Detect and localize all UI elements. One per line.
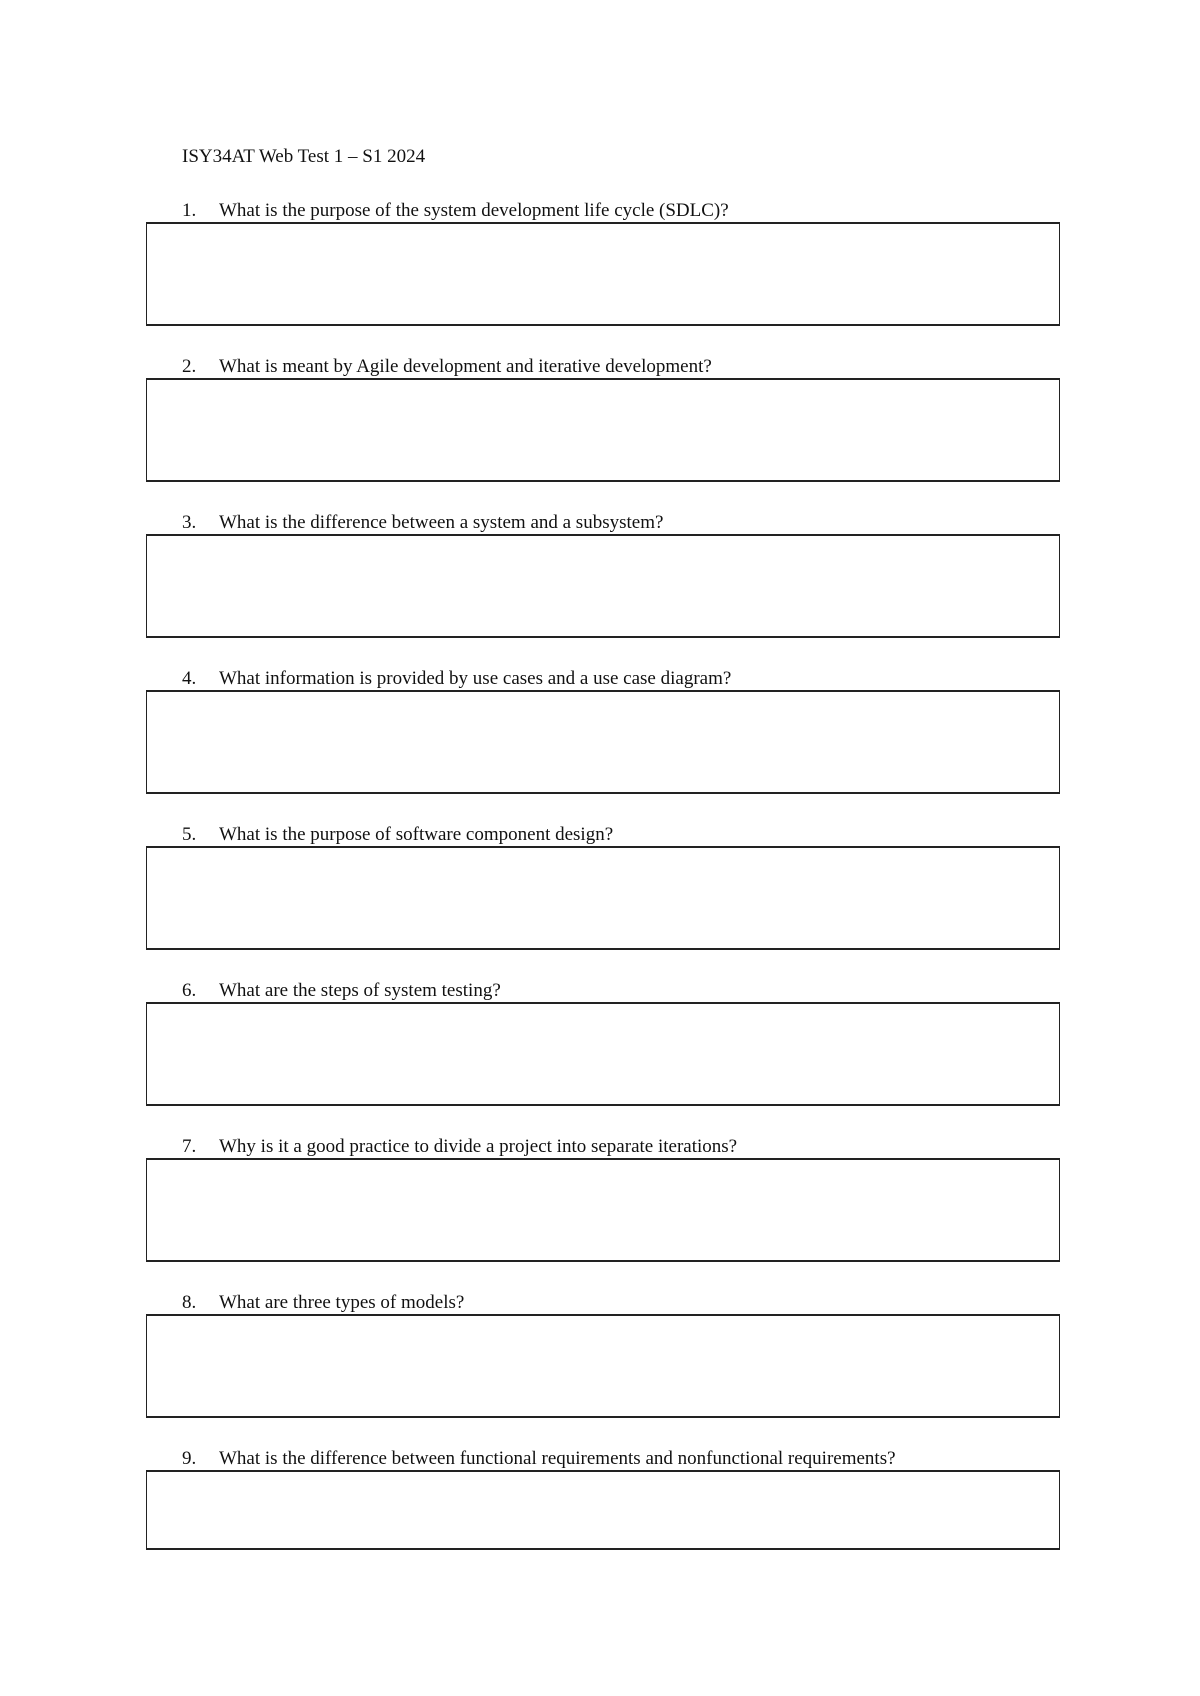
question-8 bbox=[0, 1291, 1200, 1425]
question-text: What are three types of models? bbox=[219, 1292, 465, 1313]
answer-box-4[interactable] bbox=[146, 690, 1060, 794]
question-text: What is the purpose of the system development life cycle (SDLC)? bbox=[219, 200, 729, 221]
question-1 bbox=[0, 199, 1200, 333]
question-text: What are the steps of system testing? bbox=[219, 980, 501, 1001]
question-text: What is meant by Agile development and iterative development? bbox=[219, 356, 712, 377]
answer-box-7[interactable] bbox=[146, 1158, 1060, 1262]
question-2 bbox=[0, 355, 1200, 489]
question-number: 8. bbox=[182, 1292, 197, 1313]
question-text: What is the difference between functional requirements and nonfunctional requirements? bbox=[219, 1448, 896, 1469]
question-number: 3. bbox=[182, 512, 197, 533]
page-title: ISY34AT Web Test 1 – S1 2024 bbox=[182, 146, 426, 167]
question-4 bbox=[0, 667, 1200, 801]
question-label bbox=[182, 667, 731, 691]
answer-box-2[interactable] bbox=[146, 378, 1060, 482]
question-label bbox=[182, 979, 501, 1003]
answer-box-1[interactable] bbox=[146, 222, 1060, 326]
question-text: What is the purpose of software component design? bbox=[219, 824, 614, 845]
question-label bbox=[182, 1291, 464, 1315]
question-number: 5. bbox=[182, 824, 197, 845]
question-label bbox=[182, 511, 663, 535]
question-text: What information is provided by use cases and a use case diagram? bbox=[219, 668, 732, 689]
question-9 bbox=[0, 1447, 1200, 1581]
question-label bbox=[182, 199, 729, 223]
answer-box-6[interactable] bbox=[146, 1002, 1060, 1106]
question-label bbox=[182, 823, 613, 847]
question-text: What is the difference between a system and a subsystem? bbox=[219, 512, 664, 533]
question-number: 1. bbox=[182, 200, 197, 221]
answer-box-5[interactable] bbox=[146, 846, 1060, 950]
question-7 bbox=[0, 1135, 1200, 1269]
question-number: 9. bbox=[182, 1448, 197, 1469]
question-label bbox=[182, 355, 712, 379]
answer-box-8[interactable] bbox=[146, 1314, 1060, 1418]
answer-box-3[interactable] bbox=[146, 534, 1060, 638]
question-number: 6. bbox=[182, 980, 197, 1001]
question-number: 4. bbox=[182, 668, 197, 689]
question-label bbox=[182, 1447, 896, 1471]
question-6 bbox=[0, 979, 1200, 1113]
question-label bbox=[182, 1135, 737, 1159]
question-5 bbox=[0, 823, 1200, 957]
answer-box-9[interactable] bbox=[146, 1470, 1060, 1550]
question-number: 2. bbox=[182, 356, 197, 377]
question-number: 7. bbox=[182, 1136, 197, 1157]
question-3 bbox=[0, 511, 1200, 645]
question-text: Why is it a good practice to divide a project into separate iterations? bbox=[219, 1136, 738, 1157]
